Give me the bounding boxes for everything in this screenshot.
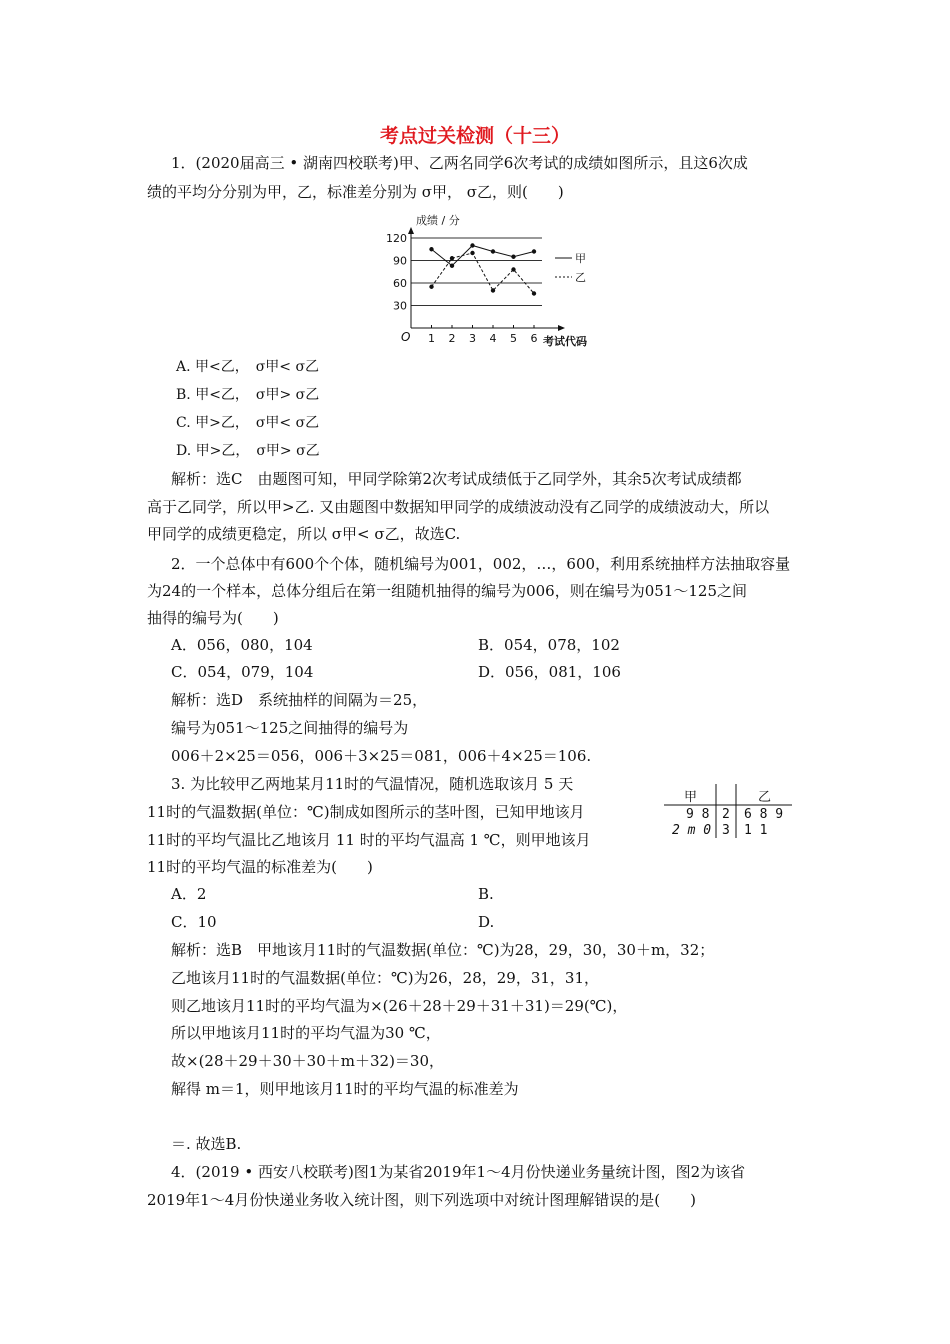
q3-solution-line6: 解得 m＝1，则甲地该月11时的平均气温的标准差为 xyxy=(171,1080,519,1098)
legend-yi: 乙 xyxy=(575,271,586,284)
x-axis-arrow xyxy=(558,325,565,331)
chart-origin: O xyxy=(401,330,411,344)
q3-stem-line1: 3. 为比较甲乙两地某月11时的气温情况，随机选取该月 5 天 xyxy=(171,775,574,793)
q3-solution-line3: 则乙地该月11时的平均气温为×(26＋28＋29＋31＋31)＝29(℃)， xyxy=(171,997,628,1015)
q2-solution-line1: 解析：选D 系统抽样的间隔为＝25， xyxy=(171,691,428,709)
series-1-point-6 xyxy=(532,291,536,295)
series-0-point-4 xyxy=(491,249,495,253)
series-1-point-3 xyxy=(470,251,474,255)
q1-line-chart xyxy=(386,210,603,350)
q3-option-b: B. xyxy=(478,885,494,903)
xtick-label-2: 2 xyxy=(448,332,456,345)
series-0-point-3 xyxy=(470,243,474,247)
stem-right-header: 乙 xyxy=(758,790,772,805)
q2-solution-line3: 006＋2×25＝056，006＋3×25＝081，006＋4×25＝106. xyxy=(171,747,592,765)
stem-row1-stem: 2 xyxy=(722,807,730,822)
y-axis-arrow xyxy=(408,227,414,234)
ytick-label-60: 60 xyxy=(393,277,407,290)
xtick-label-6: 6 xyxy=(530,332,538,345)
ytick-label-30: 30 xyxy=(393,299,407,313)
q1-solution-line1: 解析：选C 由题图可知，甲同学除第2次考试成绩低于乙同学外，其余5次考试成绩都 xyxy=(171,470,742,488)
q2-stem-line2: 为24的一个样本，总体分组后在第一组随机抽得的编号为006，则在编号为051～125之间 xyxy=(147,582,747,600)
xtick-label-5: 5 xyxy=(510,332,517,345)
series-line-0 xyxy=(432,246,535,266)
q3-solution-line4: 所以甲地该月11时的平均气温为30 ℃， xyxy=(171,1024,441,1042)
q1-option-c: C. 甲>乙， σ甲< σ乙 xyxy=(176,415,320,431)
legend-jia: 甲 xyxy=(575,252,586,265)
q3-stem-line4: 11时的平均气温的标准差为( ) xyxy=(147,858,373,876)
q4-stem-line2: 2019年1～4月份快递业务收入统计图，则下列选项中对统计图理解错误的是( ) xyxy=(147,1191,696,1209)
q2-option-a: A．056，080，104 xyxy=(171,636,313,654)
q3-option-a: A．2 xyxy=(171,885,207,903)
chart-ylabel: 成绩 / 分 xyxy=(416,214,460,227)
ytick-label-90: 90 xyxy=(393,254,407,268)
chart-legend xyxy=(555,252,586,284)
ytick-label-120: 120 xyxy=(386,232,407,245)
q3-stem-line3: 11时的平均气温比乙地该月 11 时的平均气温高 1 ℃，则甲地该月 xyxy=(147,831,591,849)
q4-stem-line1: 4．(2019 • 西安八校联考)图1为某省2019年1～4月份快递业务量统计图，图2为该省 xyxy=(171,1163,746,1181)
series-1-point-4 xyxy=(491,288,495,292)
series-0-point-2 xyxy=(450,264,454,268)
chart-xlabel: 考试代码 xyxy=(543,335,587,348)
stem-row1-right: 6 8 9 xyxy=(744,807,784,822)
q3-option-c: C．10 xyxy=(171,913,217,931)
q1-solution-line3: 甲同学的成绩更稳定，所以 σ甲< σ乙，故选C. xyxy=(147,525,461,543)
q1-stem-line1: 1．(2020届高三 • 湖南四校联考)甲、乙两名同学6次考试的成绩如图所示，且这6次成 xyxy=(171,154,748,172)
q1-option-d: D. 甲>乙， σ甲> σ乙 xyxy=(176,443,320,459)
stem-left-header: 甲 xyxy=(684,790,698,805)
stem-row2-left: 2 m 0 xyxy=(672,823,712,838)
stem-row2-right: 1 1 xyxy=(744,823,768,838)
q1-option-b: B. 甲<乙， σ甲> σ乙 xyxy=(176,387,320,403)
xtick-label-1: 1 xyxy=(428,332,435,345)
q2-stem-line1: 2．一个总体中有600个个体，随机编号为001，002，…，600，利用系统抽样方法抽取容量 xyxy=(171,555,791,573)
xtick-label-4: 4 xyxy=(489,332,497,345)
series-1-point-2 xyxy=(450,256,454,260)
q3-solution-line2: 乙地该月11时的气温数据(单位：℃)为26，28，29，31，31， xyxy=(171,969,600,987)
page-title: 考点过关检测（十三） xyxy=(379,125,570,147)
series-0-point-5 xyxy=(511,255,515,259)
series-1-point-1 xyxy=(429,285,433,289)
stem-row1-left: 9 8 xyxy=(686,807,710,822)
series-0-point-1 xyxy=(429,247,433,251)
series-1-point-5 xyxy=(511,267,515,271)
xtick-label-3: 3 xyxy=(469,332,476,345)
q3-stem-line2: 11时的气温数据(单位：℃)制成如图所示的茎叶图，已知甲地该月 xyxy=(147,803,585,821)
stem-row2-stem: 3 xyxy=(722,823,730,838)
q3-solution-line7: ＝. 故选B. xyxy=(171,1135,242,1153)
q3-solution-line1: 解析：选B 甲地该月11时的气温数据(单位：℃)为28，29，30，30＋m，32； xyxy=(171,941,715,959)
stem-leaf-plot xyxy=(664,780,794,840)
series-line-1 xyxy=(432,253,535,294)
q3-solution-line5: 故×(28＋29＋30＋30＋m＋32)＝30， xyxy=(171,1052,445,1070)
q3-option-d: D. xyxy=(478,913,495,931)
q2-option-b: B．054，078，102 xyxy=(478,636,620,654)
q1-option-a: A. 甲<乙， σ甲< σ乙 xyxy=(176,359,320,375)
q2-stem-line3: 抽得的编号为( ) xyxy=(147,609,279,627)
q2-option-d: D．056，081，106 xyxy=(478,663,621,681)
series-0-point-6 xyxy=(532,249,536,253)
q2-option-c: C．054，079，104 xyxy=(171,663,314,681)
q1-solution-line2: 高于乙同学，所以甲>乙. 又由题图中数据知甲同学的成绩波动没有乙同学的成绩波动大，所以 xyxy=(147,498,770,516)
q2-solution-line2: 编号为051～125之间抽得的编号为 xyxy=(171,719,409,737)
q1-stem-line2: 绩的平均分分别为甲，乙，标准差分别为 σ甲， σ乙，则( ) xyxy=(147,183,564,201)
